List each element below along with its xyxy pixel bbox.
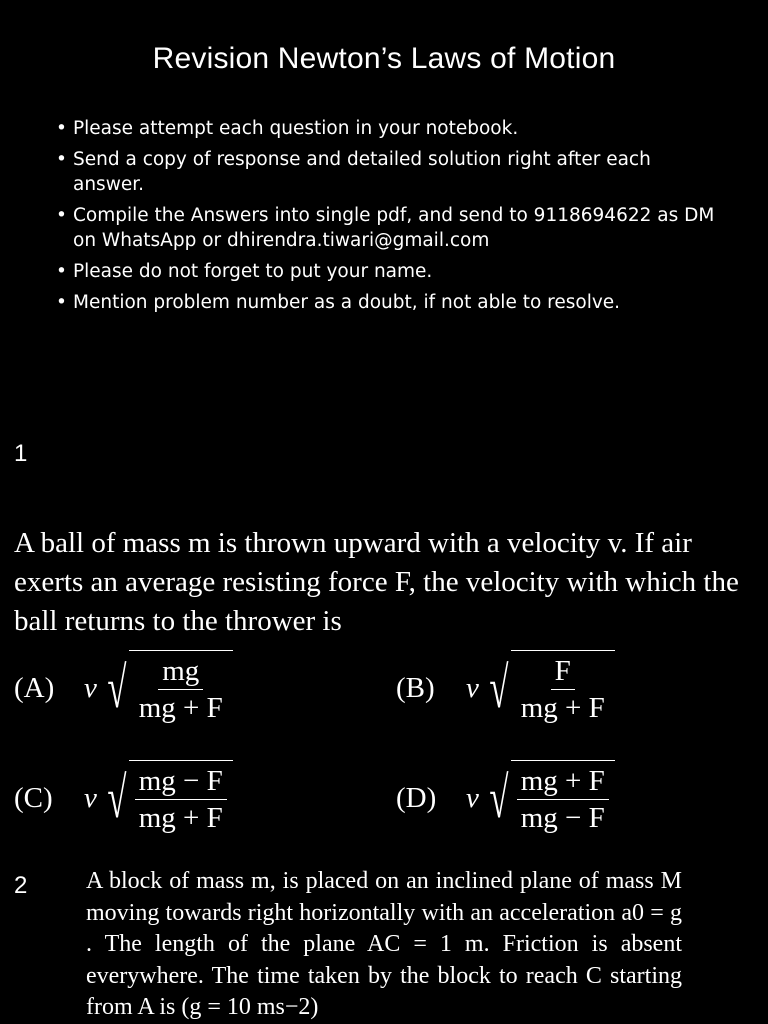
radical-icon: √ [107,765,127,830]
option-a[interactable] [14,650,233,726]
question-1-text: A ball of mass m is thrown upward with a velocity v. If air exerts an average resisting force F, the velocity with which the ball returns to the thrower is [14,527,739,637]
option-label: (B) [396,671,435,704]
instruction-item: • Please attempt each question in your notebook. [56,116,716,141]
sqrt-expression [483,650,615,726]
fraction-numerator: mg + F [517,763,609,800]
option-prefix: v [466,671,479,704]
fraction-denominator: mg + F [520,692,605,724]
option-prefix: v [84,671,97,704]
instructions-list [56,116,716,321]
option-b[interactable] [396,650,615,726]
option-prefix: v [466,781,479,814]
fraction [511,650,615,726]
radical-icon: √ [489,655,509,720]
fraction-numerator: mg [158,653,203,690]
fraction-denominator: mg + F [138,802,223,834]
fraction-denominator: mg − F [520,802,605,834]
sqrt-expression [483,760,615,836]
fraction-denominator: mg + F [138,692,223,724]
fraction-numerator: F [551,653,575,690]
question-2-text: A block of mass m, is placed on an inclined plane of mass M moving towards right horizontally with an acceleration a0 = g . The length of the plane AC = 1 m. Friction is absent everywhere. The time taken by the block to reach C starting from A is (g = 10 ms−2) [86,868,682,1020]
page-title: Revision Newton’s Laws of Motion [152,42,616,75]
option-label: (A) [14,671,55,704]
sqrt-expression [101,760,233,836]
instruction-item: • Compile the Answers into single pdf, and send to 9118694622 as DM on WhatsApp or dhirendra.tiwari@gmail.com [56,203,716,253]
option-prefix: v [84,781,97,814]
option-c[interactable] [14,760,233,836]
question-2-number: 2 [14,872,28,899]
fraction [129,650,233,726]
radical-icon: √ [107,655,127,720]
fraction-numerator: mg − F [135,763,227,800]
instruction-item: • Send a copy of response and detailed solution right after each answer. [56,147,716,197]
option-d[interactable] [396,760,615,836]
fraction [129,760,233,836]
question-1-number: 1 [14,440,28,467]
sqrt-expression [101,650,233,726]
option-label: (C) [14,781,53,814]
instruction-item: • Mention problem number as a doubt, if not able to resolve. [56,290,716,315]
radical-icon: √ [489,765,509,830]
option-label: (D) [396,781,437,814]
fraction [511,760,615,836]
instruction-item: • Please do not forget to put your name. [56,259,716,284]
